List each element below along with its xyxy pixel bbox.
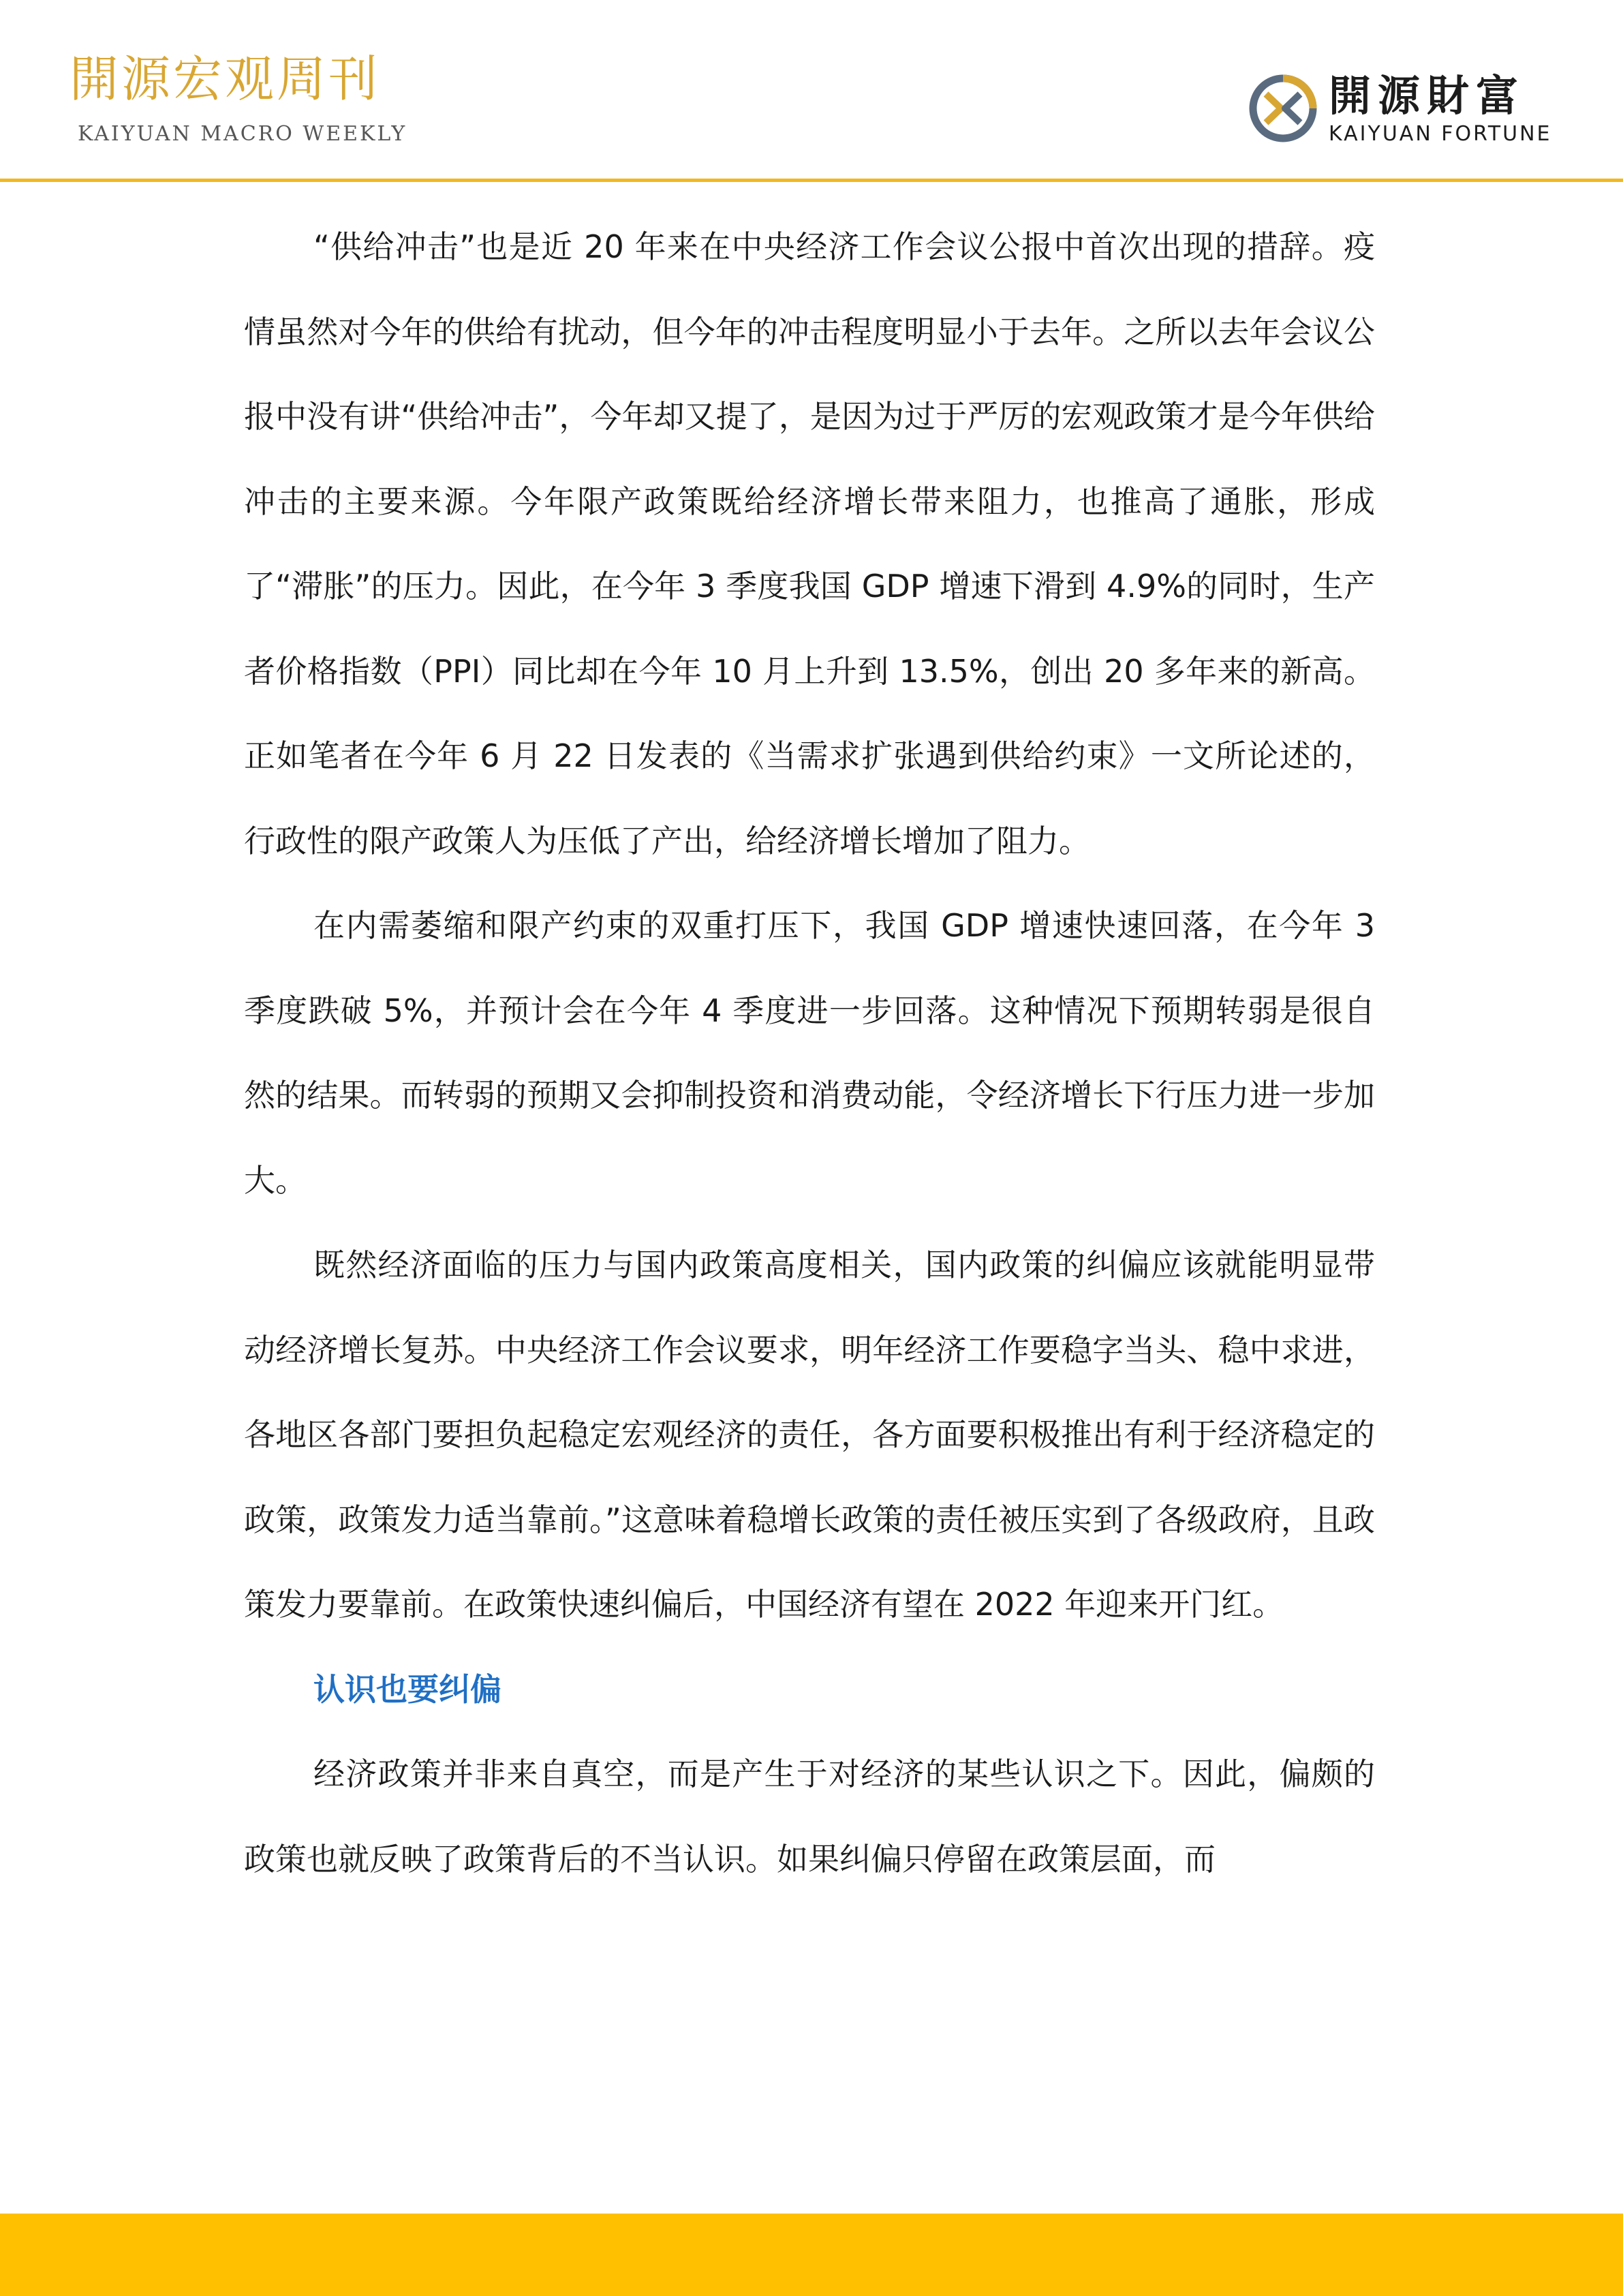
logo-text-cn: 開源財富 [1329,71,1526,121]
paragraph: 在内需萎缩和限产约束的双重打压下，我国 GDP 增速快速回落，在今年 3 季度跌破 5%，并预计会在今年 4 季度进一步回落。这种情况下预期转弱是很自然的结果。而转弱的预期又会抑制投资和消费动能，令经济增长下行压力进一步加大。 [244,907,1375,1199]
brand-title-en: KAIYUAN MACRO WEEKLY [78,122,407,146]
header-divider [0,179,1623,182]
article-body [244,204,1375,1901]
paragraph: “供给冲击”也是近 20 年来在中央经济工作会议公报中首次出现的措辞。疫情虽然对今年的供给有扰动，但今年的冲击程度明显小于去年。之所以去年会议公报中没有讲“供给冲击”，今年却又提了，是因为过于严厉的宏观政策才是今年供给冲击的主要来源。今年限产政策既给经济增长带来阻力，也推高了通胀，形成了“滞胀”的压力。因此，在今年 3 季度我国 GDP 增速下滑到 4.9%的同时，生产者价格指数（PPI）同比却在今年 10 月上升到 13.5%，创出 20 多年来的新高。正如笔者在今年 6 月 22 日发表的《当需求扩张遇到供给约束》一文所论述的，行政性的限产政策人为压低了产出，给经济增长增加了阻力。 [244,228,1375,859]
kaiyuan-logo-icon [1246,71,1320,146]
brand-title-cn: 開源宏观周刊 [69,50,381,108]
logo-text-en: KAIYUAN FORTUNE [1329,122,1552,146]
paragraph: 既然经济面临的压力与国内政策高度相关，国内政策的纠偏应该就能明显带动经济增长复苏。中央经济工作会议要求，明年经济工作要稳字当头、稳中求进，各地区各部门要担负起稳定宏观经济的责任，各方面要积极推出有利于经济稳定的政策，政策发力适当靠前。”这意味着稳增长政策的责任被压实到了各级政府，且政策发力要靠前。在政策快速纠偏后，中国经济有望在 2022 年迎来开门红。 [244,1246,1375,1623]
footer-bar [0,2214,1623,2296]
section-heading: 认识也要纠偏 [313,1670,501,1708]
paragraph: 经济政策并非来自真空，而是产生于对经济的某些认识之下。因此，偏颇的政策也就反映了政策背后的不当认识。如果纠偏只停留在政策层面，而 [244,1756,1375,1878]
page-header [0,0,1623,181]
